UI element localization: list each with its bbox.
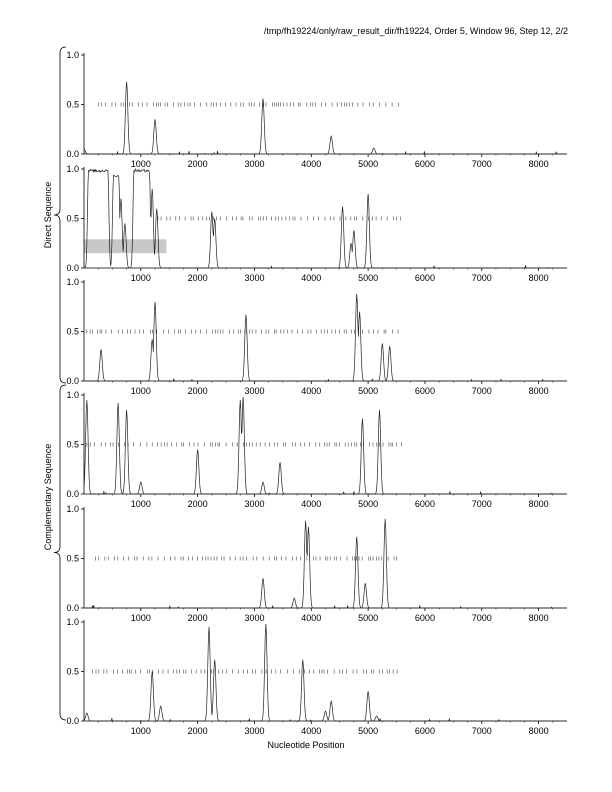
x-tick-label: 4000 [301, 386, 322, 396]
y-tick-label: 0.0 [66, 263, 79, 273]
x-tick-label: 8000 [528, 726, 549, 736]
x-tick-label: 5000 [358, 159, 379, 169]
x-tick-label: 4000 [301, 159, 322, 169]
x-tick-label: 6000 [414, 386, 435, 396]
y-tick-label: 0.0 [66, 603, 79, 613]
x-tick-label: 8000 [528, 386, 549, 396]
signal-line [84, 169, 567, 268]
x-tick-label: 1000 [130, 159, 151, 169]
x-tick-label: 6000 [414, 726, 435, 736]
x-tick-label: 2000 [187, 613, 208, 623]
x-tick-label: 1000 [130, 386, 151, 396]
y-tick-label: 0.0 [66, 149, 79, 159]
x-tick-label: 2000 [187, 499, 208, 509]
x-tick-label: 3000 [244, 273, 265, 283]
x-tick-label: 3000 [244, 726, 265, 736]
signal-line [84, 294, 567, 381]
x-tick-label: 5000 [358, 499, 379, 509]
x-tick-label: 4000 [301, 613, 322, 623]
signal-line [84, 397, 567, 494]
x-tick-label: 8000 [528, 499, 549, 509]
x-tick-label: 6000 [414, 499, 435, 509]
x-tick-label: 8000 [528, 273, 549, 283]
y-tick-label: 1.0 [66, 164, 79, 174]
y-tick-label: 0.5 [66, 99, 79, 110]
x-tick-label: 2000 [187, 386, 208, 396]
x-tick-label: 3000 [244, 613, 265, 623]
x-tick-label: 3000 [244, 499, 265, 509]
y-tick-label: 1.0 [66, 390, 79, 400]
signal-line [84, 82, 567, 154]
x-tick-label: 4000 [301, 499, 322, 509]
complementary-sequence-label: Complementary Sequence [43, 443, 53, 551]
x-tick-label: 5000 [358, 386, 379, 396]
x-tick-label: 7000 [471, 159, 492, 169]
x-tick-label: 3000 [244, 386, 265, 396]
x-tick-label: 3000 [244, 159, 265, 169]
page-title: /tmp/fh19224/only/raw_result_dir/fh19224, Order 5, Window 96, Step 12, 2/2 [263, 26, 568, 36]
x-tick-label: 4000 [301, 726, 322, 736]
x-tick-label: 7000 [471, 613, 492, 623]
x-tick-label: 4000 [301, 273, 322, 283]
x-tick-label: 1000 [130, 499, 151, 509]
x-tick-label: 7000 [471, 386, 492, 396]
complementary-sequence-brace [54, 385, 66, 720]
y-tick-label: 0.0 [66, 716, 79, 726]
x-tick-label: 1000 [130, 613, 151, 623]
signal-line [84, 519, 567, 608]
x-tick-label: 7000 [471, 726, 492, 736]
x-tick-label: 6000 [414, 613, 435, 623]
y-tick-label: 0.5 [66, 213, 79, 224]
x-tick-label: 5000 [358, 273, 379, 283]
direct-sequence-label: Direct Sequence [43, 181, 53, 249]
signal-line [84, 624, 567, 721]
x-tick-label: 6000 [414, 273, 435, 283]
x-tick-label: 2000 [187, 273, 208, 283]
y-tick-label: 0.5 [66, 666, 79, 677]
x-tick-label: 1000 [130, 273, 151, 283]
x-tick-label: 8000 [528, 159, 549, 169]
y-tick-label: 0.5 [66, 553, 79, 564]
x-tick-label: 7000 [471, 499, 492, 509]
x-tick-label: 5000 [358, 726, 379, 736]
y-tick-label: 1.0 [66, 617, 79, 627]
x-tick-label: 1000 [130, 726, 151, 736]
y-tick-label: 0.0 [66, 489, 79, 499]
x-tick-label: 7000 [471, 273, 492, 283]
y-tick-label: 0.0 [66, 376, 79, 386]
direct-sequence-brace [54, 47, 66, 383]
x-tick-label: 8000 [528, 613, 549, 623]
y-tick-label: 0.5 [66, 326, 79, 337]
x-tick-label: 2000 [187, 726, 208, 736]
x-axis-label: Nucleotide Position [267, 740, 345, 750]
y-tick-label: 1.0 [66, 504, 79, 514]
x-tick-label: 6000 [414, 159, 435, 169]
x-tick-label: 5000 [358, 613, 379, 623]
y-tick-label: 1.0 [66, 277, 79, 287]
y-tick-label: 0.5 [66, 439, 79, 450]
x-tick-label: 2000 [187, 159, 208, 169]
y-tick-label: 1.0 [66, 50, 79, 60]
